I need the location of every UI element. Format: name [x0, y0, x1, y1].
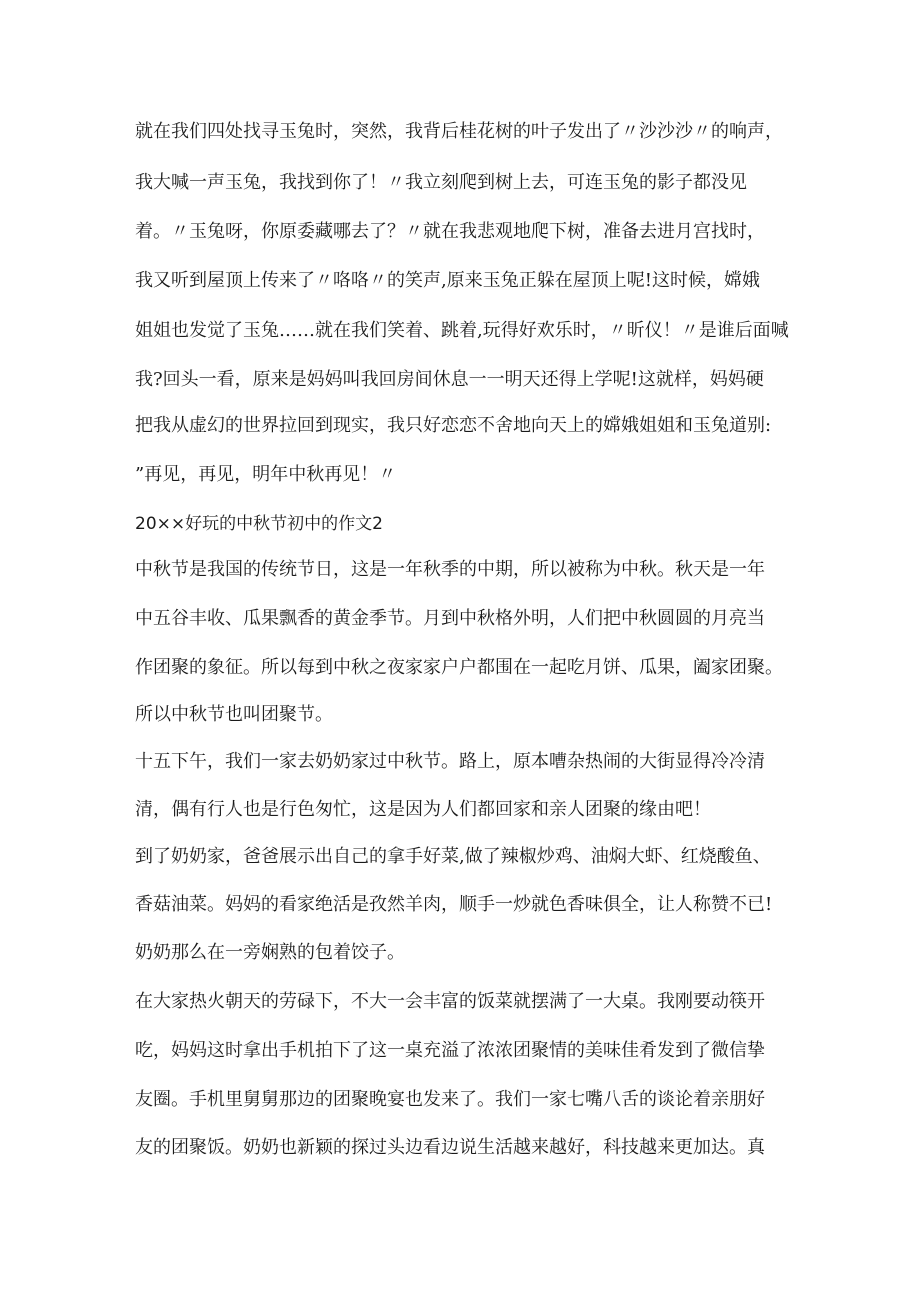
- paragraph-line: ”再见，再见，明年中秋再见！〃: [135, 464, 397, 485]
- paragraph-line: 我又听到屋顶上传来了〃咯咯〃的笑声,原来玉兔正躲在屋顶上呢!这时候，嫦娥: [135, 270, 760, 291]
- paragraph-line: 我?回头一看，原来是妈妈叫我回房间休息一一明天还得上学呢!这就样，妈妈硬: [135, 369, 764, 390]
- paragraph-line: 吃，妈妈这时拿出手机拍下了这一桌充溢了浓浓团聚情的美味佳肴发到了微信挚: [135, 1040, 765, 1061]
- paragraph-line: 香菇油菜。妈妈的看家绝活是孜然羊肉，顺手一炒就色香味俱全，让人称赞不已!: [135, 894, 773, 915]
- section-heading: 20××好玩的中秋节初中的作文2: [135, 514, 383, 534]
- paragraph-line: 我大喊一声玉兔，我找到你了！〃我立刻爬到树上去，可连玉兔的影子都没见: [135, 172, 747, 193]
- paragraph-line: 十五下午，我们一家去奶奶家过中秋节。路上，原本嘈杂热闹的大街显得冷冷清: [135, 751, 765, 772]
- paragraph-line: 中秋节是我国的传统节日，这是一年秋季的中期，所以被称为中秋。秋天是一年: [135, 559, 765, 580]
- paragraph-line: 所以中秋节也叫团聚节。: [135, 704, 333, 725]
- paragraph-line: 到了奶奶家，爸爸展示出自己的拿手好菜,做了辣椒炒鸡、油焖大虾、红烧酸鱼、: [135, 846, 771, 867]
- paragraph-line: 奶奶那么在一旁娴熟的包着饺子。: [135, 942, 405, 963]
- paragraph-line: 在大家热火朝天的劳碌下，不大一会丰富的饭菜就摆满了一大桌。我刚要动筷开: [135, 991, 765, 1012]
- paragraph-line: 姐姐也发觉了玉兔……就在我们笑着、跳着,玩得好欢乐时，〃昕仪！〃是谁后面喊: [135, 320, 789, 341]
- paragraph-line: 中五谷丰收、瓜果飘香的黄金季节。月到中秋格外明，人们把中秋圆圆的月亮当: [135, 608, 765, 629]
- paragraph-line: 友圈。手机里舅舅那边的团聚晚宴也发来了。我们一家七嘴八舌的谈论着亲朋好: [135, 1089, 765, 1110]
- paragraph-line: 着。〃玉兔呀，你原委藏哪去了？〃就在我悲观地爬下树，准备去进月宫找时，: [135, 221, 765, 242]
- paragraph-line: 清，偶有行人也是行色匆忙，这是因为人们都回家和亲人团聚的缘由吧！: [135, 799, 711, 820]
- paragraph-line: 友的团聚饭。奶奶也新颖的探过头边看边说生活越来越好，科技越来更加达。真: [135, 1137, 765, 1158]
- paragraph-line: 就在我们四处找寻玉兔时，突然，我背后桂花树的叶子发出了〃沙沙沙〃的响声，: [135, 121, 783, 142]
- paragraph-line: 把我从虚幻的世界拉回到现实，我只好恋恋不舍地向天上的嫦娥姐姐和玉兔道别:: [135, 415, 772, 436]
- paragraph-line: 作团聚的象征。所以每到中秋之夜家家户户都围在一起吃月饼、瓜果，阖家团聚。: [135, 657, 783, 678]
